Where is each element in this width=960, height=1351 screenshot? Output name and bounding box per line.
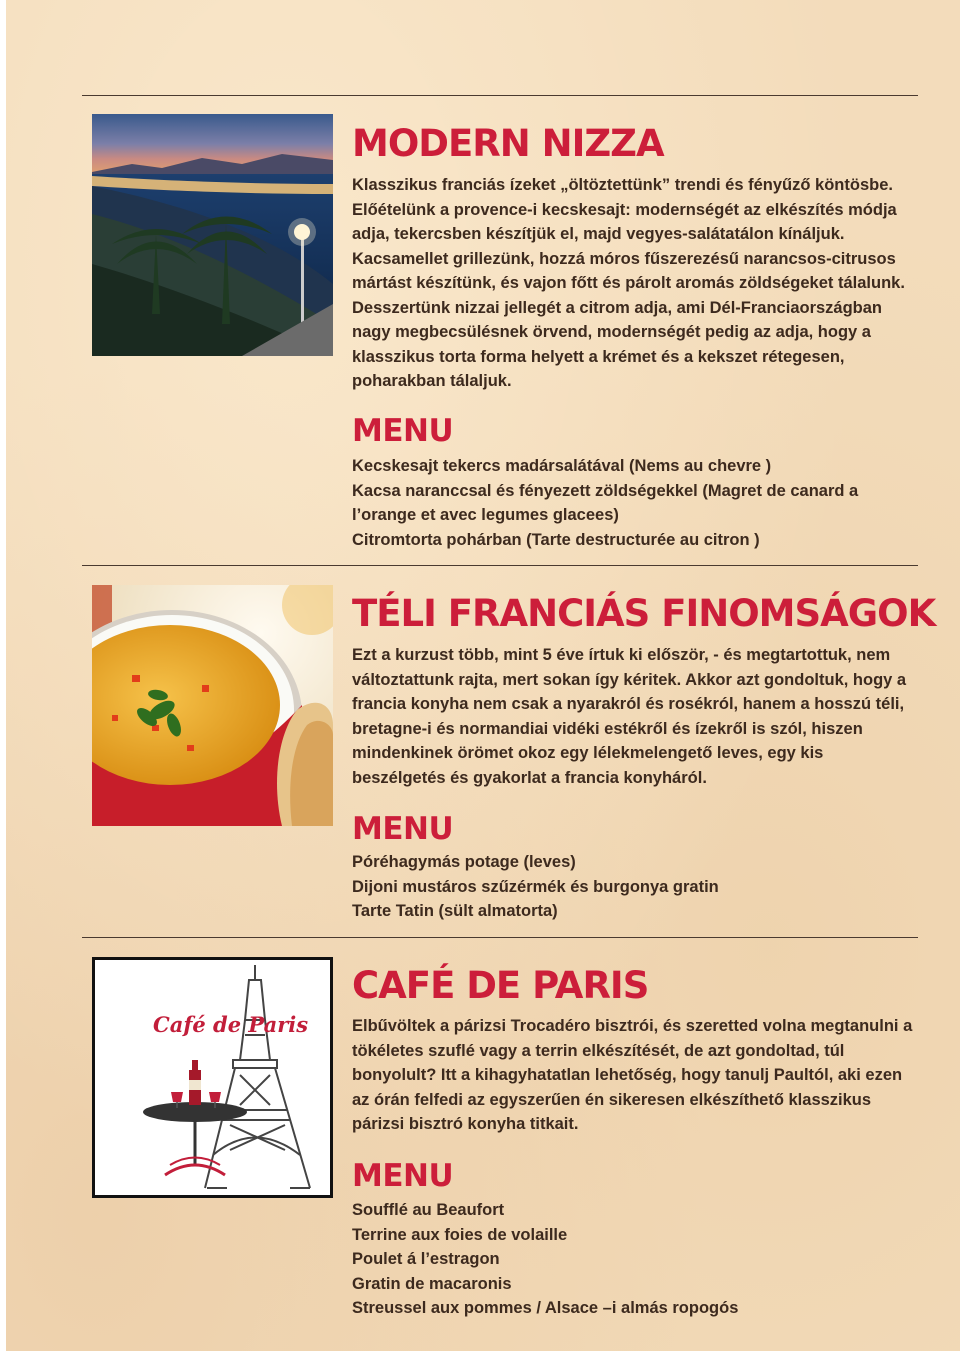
cafe-de-paris-logo (92, 957, 333, 1198)
page-left-edge (0, 0, 6, 1351)
menu-heading: MENU (352, 413, 454, 449)
cafe-logo-text: Café de Paris (153, 1012, 309, 1037)
menu-item: Terrine aux foies de volaille (352, 1225, 568, 1244)
section-title: CAFÉ DE PARIS (352, 964, 649, 1007)
menu-heading: MENU (352, 811, 454, 847)
menu-item: Kacsa naranccsal és fényezett zöldségekkel (Magret de canard a l’orange et avec legumes glacees) (352, 481, 859, 524)
menu-item: Póréhagymás potage (leves) (352, 853, 576, 871)
section-divider (82, 565, 918, 566)
soup-photo (92, 585, 333, 826)
section-description: Ezt a kurzust több, mint 5 éve írtuk ki először, - és megtartottuk, nem változtattunk rajta, mert sokan így kéritek. Akkor azt gondoltuk, hogy a francia konyha nem csak a nyarakról és rosékról, hanem a hosszú téli, bretagne-i és normandiai vidéki estékről és ízekről is szól, hiszen mindenkinek örömet okoz egy lélekmelengető leves, egy kis beszélgetés és gyakorlat a francia konyháról. (352, 646, 907, 787)
section-description: Elbűvöltek a párizsi Trocadéro bisztrói, és szeretted volna megtanulni a tökéletes szuflé vagy a terrin elkészítését, de azt gondoltad, túl bonyolult? Itt a kihagyhatatlan lehetőség, hogy tanulj Paultól, aki ezen az órán felfedi az egyszerűen én sikeresen elkészíthető klasszikus párizsi bisztró konyha titkait. (352, 1017, 913, 1133)
menu-list (352, 850, 912, 924)
menu-item: Gratin de macaronis (352, 1274, 512, 1293)
menu-list (352, 1198, 912, 1321)
menu-heading: MENU (352, 1158, 454, 1194)
menu-item: Citromtorta pohárban (Tarte destructurée au citron ) (352, 530, 760, 549)
section-divider (82, 937, 918, 938)
menu-item: Tarte Tatin (sült almatorta) (352, 902, 558, 920)
menu-item: Soufflé au Beaufort (352, 1201, 505, 1219)
menu-item: Kecskesajt tekercs madársalátával (Nems au chevre ) (352, 457, 772, 475)
nice-promenade-photo (92, 114, 333, 356)
menu-list (352, 454, 912, 552)
menu-item: Dijoni mustáros szűzérmék és burgonya gratin (352, 877, 719, 896)
section-title: TÉLI FRANCIÁS FINOMSÁGOK (352, 592, 936, 635)
section-title: MODERN NIZZA (352, 122, 664, 165)
section-divider (82, 95, 918, 96)
section-description: Klasszikus franciás ízeket „öltöztettünk” trendi és fényűző köntösbe. Előételünk a provence-i kecskesajt: modernségét az elkészítés módja adja, tekercsben készítjük el, majd vegyes-salátatálon kínáljuk. Kacsamellet grillezünk, hozzá móros fűszerezésű narancsos-citrusos mártást készítünk, és vajon főtt és párolt aromás zöldségeket tálalunk. Desszertünk nizzai jellegét a citrom adja, ami Dél-Franciaországban nagy megbecsülésnek örvend, modernségét pedig az adja, hogy a klasszikus torta forma helyett a krémet és a kekszet rétegesen, poharakban tálaljuk. (352, 176, 905, 390)
menu-item: Poulet á l’estragon (352, 1250, 500, 1268)
menu-item: Streussel aux pommes / Alsace –i almás ropogós (352, 1299, 739, 1317)
